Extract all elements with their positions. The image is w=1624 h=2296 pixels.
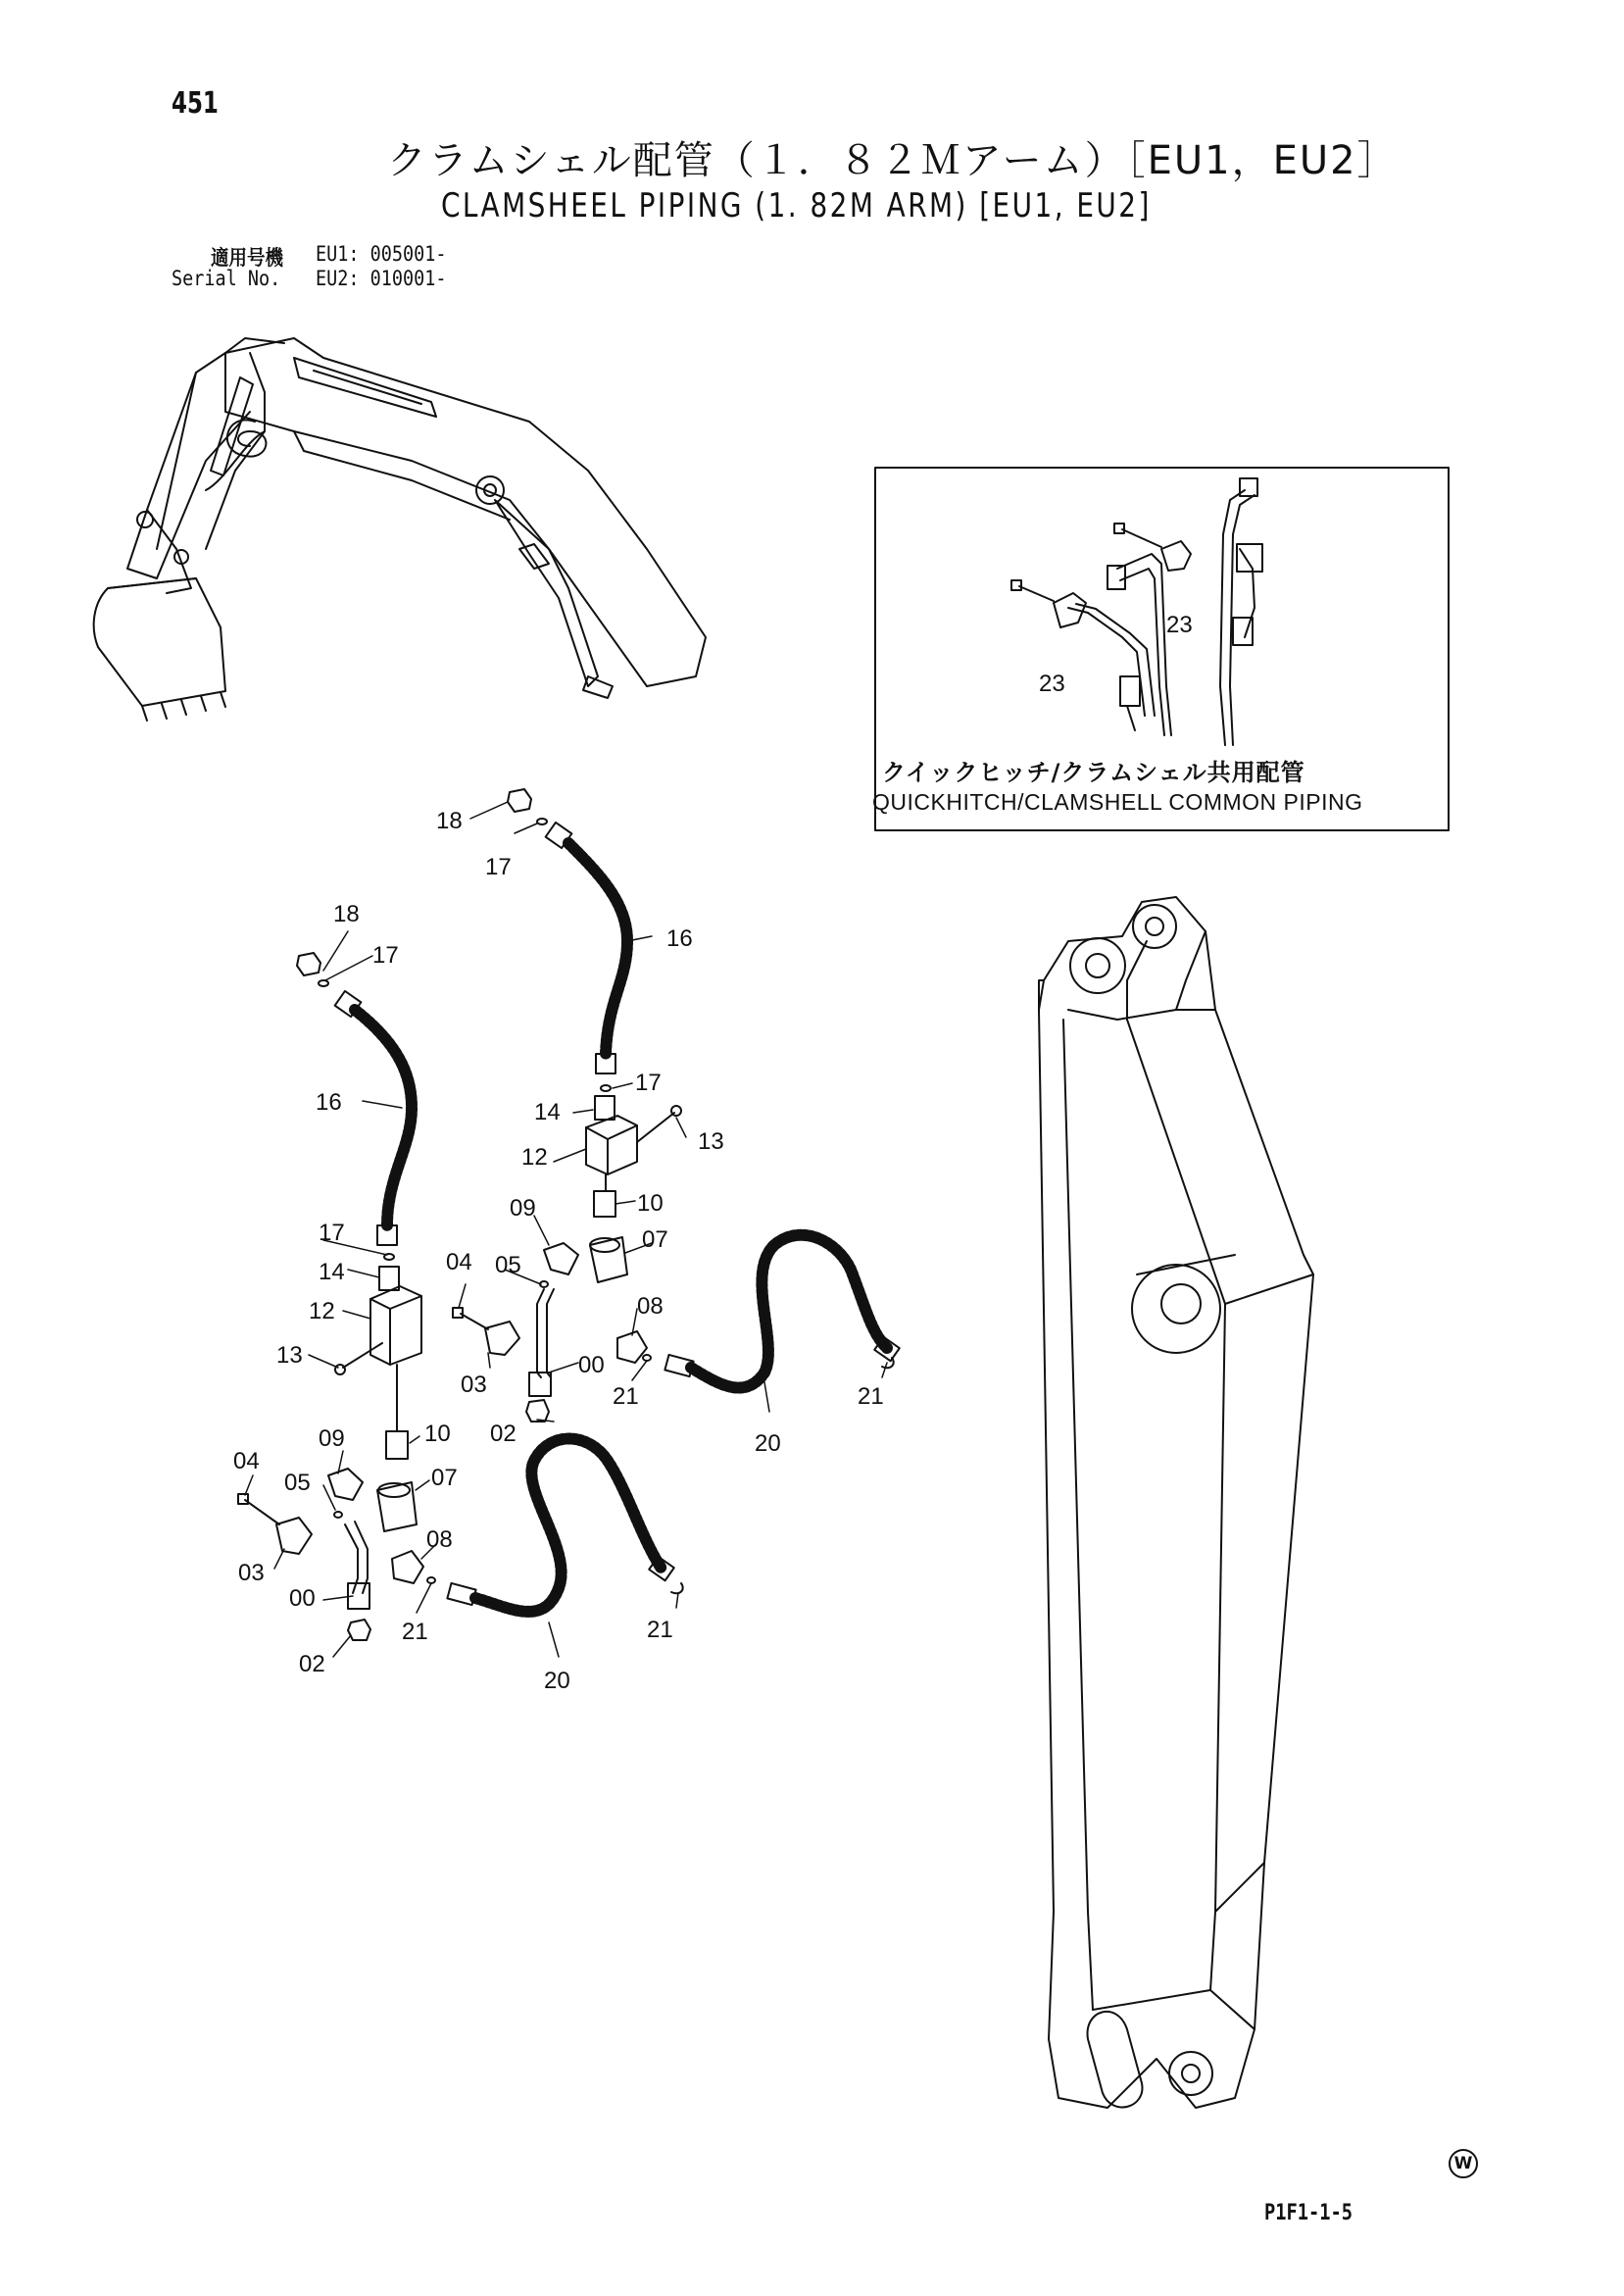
callout-02: 02 [490, 1421, 517, 1447]
hose-assembly-upper [453, 789, 900, 1422]
callout-18: 18 [436, 808, 463, 834]
figure-code: P1F1-1-5 [1264, 2201, 1353, 2225]
inset-label-23-a: 23 [1039, 671, 1065, 697]
callout-08: 08 [637, 1293, 664, 1320]
callout-04: 04 [233, 1448, 260, 1474]
serial-label-en: Serial No. [172, 267, 281, 290]
callout-09: 09 [510, 1195, 536, 1222]
callout-09: 09 [319, 1425, 345, 1452]
callout-05: 05 [284, 1470, 311, 1496]
callout-05: 05 [495, 1252, 521, 1278]
inset-caption-jp: クイックヒッチ/クラムシェル共用配管 [882, 759, 1305, 786]
callout-21: 21 [647, 1617, 673, 1643]
callout-00: 00 [578, 1352, 605, 1378]
title-english: CLAMSHEEL PIPING (1. 82M ARM) [EU1, EU2] [441, 186, 1152, 225]
callout-03: 03 [238, 1560, 265, 1586]
arm-drawing [1039, 897, 1313, 2108]
serial-eu2: EU2: 010001- [316, 267, 447, 290]
excavator-attachment-drawing [94, 338, 706, 721]
callout-12: 12 [521, 1144, 548, 1171]
callout-08: 08 [426, 1526, 453, 1553]
callout-17: 17 [635, 1070, 662, 1096]
serial-label-jp: 適用号機 [211, 246, 283, 270]
callout-07: 07 [431, 1465, 458, 1491]
callout-14: 14 [534, 1099, 561, 1125]
callout-10: 10 [424, 1421, 451, 1447]
callout-18: 18 [333, 901, 360, 927]
callout-17: 17 [485, 854, 512, 880]
callout-21: 21 [402, 1619, 428, 1645]
callout-10: 10 [637, 1190, 664, 1217]
callout-02: 02 [299, 1651, 325, 1677]
callout-17: 17 [372, 942, 399, 969]
callout-00: 00 [289, 1585, 316, 1612]
callout-21: 21 [858, 1383, 884, 1410]
callout-03: 03 [461, 1372, 487, 1398]
callout-17: 17 [319, 1220, 345, 1246]
callout-20: 20 [755, 1430, 781, 1457]
callout-20: 20 [544, 1668, 570, 1694]
callout-12: 12 [309, 1298, 335, 1324]
callout-21: 21 [613, 1383, 639, 1410]
callout-07: 07 [642, 1226, 668, 1253]
inset-label-23-b: 23 [1166, 612, 1193, 638]
callout-16: 16 [316, 1089, 342, 1116]
title-japanese: クラムシェル配管（１．８２Ｍアーム）［EU1，EU2］ [387, 138, 1399, 183]
w-circle-mark: W [1449, 2149, 1478, 2178]
callout-14: 14 [319, 1259, 345, 1285]
serial-eu1: EU1: 005001- [316, 242, 447, 266]
callout-04: 04 [446, 1249, 472, 1275]
inset-caption-en: QUICKHITCH/CLAMSHELL COMMON PIPING [872, 789, 1363, 815]
page-number: 451 [172, 86, 219, 121]
callout-16: 16 [666, 925, 693, 952]
callout-13: 13 [276, 1342, 303, 1369]
callout-13: 13 [698, 1128, 724, 1155]
